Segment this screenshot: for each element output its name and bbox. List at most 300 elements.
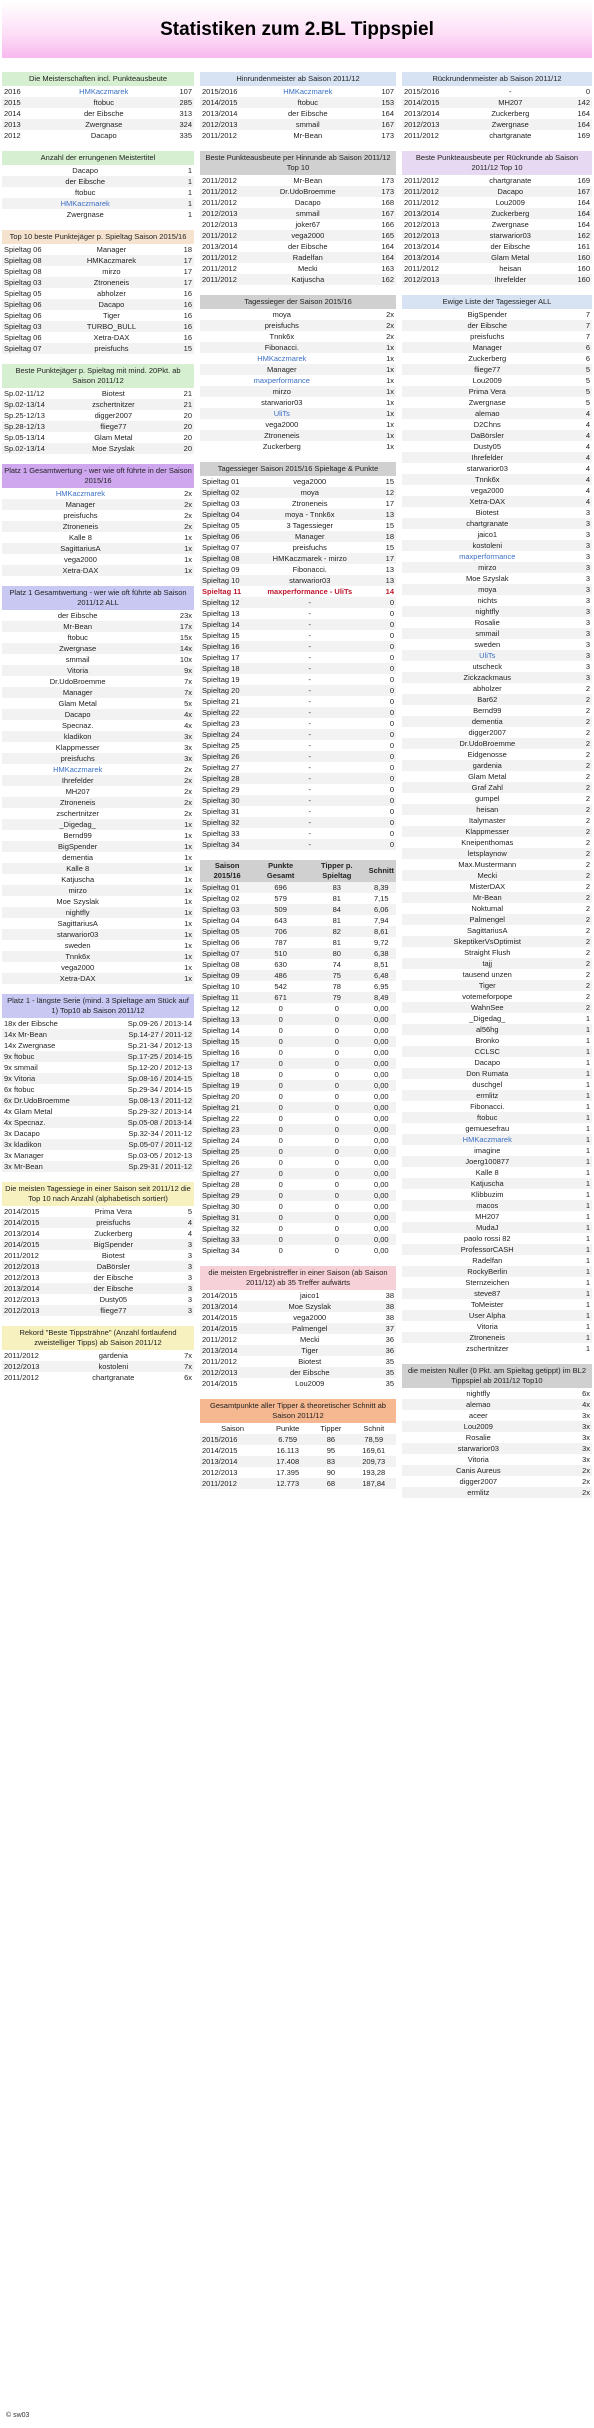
table-cell: 9x ftobuc (2, 1051, 99, 1062)
table-row (402, 1266, 592, 1277)
table-cell: 1 (573, 1068, 592, 1079)
table-cell: 3x Dacapo (4, 1129, 40, 1138)
table-cell: 335 (179, 131, 192, 140)
table-cell: 2 (573, 804, 592, 815)
table-cell: Spieltag 02 (200, 487, 247, 498)
table-cell: 2014/2015 (2, 1217, 52, 1228)
table-cell: aceer (468, 1411, 488, 1420)
table-cell: 8,61 (367, 926, 396, 937)
table-cell: fliege77 (52, 1305, 175, 1316)
table-cell: Spieltag 13 (200, 1014, 254, 1025)
table-row (2, 209, 194, 220)
table-cell: 14x Zwergnase (4, 1041, 56, 1050)
table-row (402, 980, 592, 991)
table-row (200, 937, 396, 948)
table-row (2, 731, 194, 742)
table-cell: 0 (254, 1168, 307, 1179)
panel-meiste_tagessiege (2, 1182, 194, 1316)
table-cell: 162 (369, 274, 396, 285)
table-cell: 0 (389, 741, 394, 750)
table-row (2, 797, 194, 808)
table-cell: - (308, 675, 311, 684)
table-cell: 167 (369, 208, 396, 219)
table-row (200, 487, 396, 498)
table-row (402, 342, 592, 353)
table-cell: 6.759 (265, 1434, 310, 1445)
panel-laengste_serie (2, 994, 194, 1172)
table-cell: Manager (402, 342, 573, 353)
table-row (2, 786, 194, 797)
table-cell: 21 (171, 399, 194, 410)
table-cell: 1x (159, 543, 194, 554)
table-cell: der Eibsche (52, 1283, 175, 1294)
table-cell: Tiger (402, 980, 573, 991)
table-row (2, 929, 194, 940)
table-cell: HMKaczmarek (52, 255, 171, 266)
table-cell: HMKaczmarek (283, 87, 333, 96)
table-cell: 1x (184, 919, 192, 928)
table-cell: paolo rossi 82 (463, 1234, 511, 1243)
table-cell: Manager (247, 531, 372, 542)
table-cell: 486 (254, 970, 307, 981)
table-cell: HMKaczmarek (79, 87, 129, 96)
table-row (200, 586, 396, 597)
table-cell: smmail (402, 628, 573, 639)
table-cell: 0 (389, 785, 394, 794)
table-cell: 3 (573, 562, 592, 573)
table-cell: 2013 (2, 119, 44, 130)
table-cell: 168 (381, 198, 394, 207)
table-cell: 1 (585, 1278, 590, 1287)
table-cell: Spieltag 23 (200, 1124, 254, 1135)
table-cell: Zwergnase (66, 210, 104, 219)
table-cell: 0 (334, 1224, 339, 1233)
table-cell: 1 (585, 1212, 590, 1221)
table-cell: 5 (585, 398, 590, 407)
table-cell: 2 (573, 738, 592, 749)
table-row (2, 1361, 194, 1372)
table-cell: 2x (184, 809, 192, 818)
table-cell: Rosalie (474, 618, 500, 627)
table-cell: mirzo (102, 267, 121, 276)
table-cell: - (247, 685, 372, 696)
table-cell: Mr-Bean (293, 131, 323, 140)
table-cell: Spieltag 26 (200, 751, 247, 762)
table-cell: 285 (163, 97, 194, 108)
table-cell: Max.Mustermann (458, 860, 517, 869)
panel-header: Rekord "Beste Tippsträhne" (Anzahl fortlaufend zweistelliger Tipps) ab Saison 2011/12 (2, 1326, 194, 1350)
table-cell: Dacapo (294, 198, 321, 207)
table-cell: 0 (254, 1102, 307, 1113)
table-row (200, 553, 396, 564)
table-cell: Dr.UdoBroemme (49, 677, 106, 686)
table-cell: 2011/2012 (200, 1478, 265, 1489)
table-cell: Spieltag 04 (200, 509, 247, 520)
table-cell: Biotest (101, 389, 125, 398)
table-cell: 2 (573, 694, 592, 705)
panel-header: Rückrundenmeister ab Saison 2011/12 (402, 72, 592, 86)
table-row (2, 698, 194, 709)
table-cell: 0 (334, 1092, 339, 1101)
table-row (2, 421, 194, 432)
table-row (402, 529, 592, 540)
table-row (2, 1305, 194, 1316)
table-cell: Zwergnase (2, 643, 153, 654)
table-cell: Manager (200, 364, 364, 375)
table-cell: 2015 (2, 97, 44, 108)
table-cell: Bronko (475, 1036, 500, 1045)
table-row (200, 309, 396, 320)
table-row (200, 1146, 396, 1157)
table-row (402, 782, 592, 793)
table-row (402, 1399, 592, 1410)
table-cell: 3x (153, 731, 194, 742)
table-cell: 3x (184, 743, 192, 752)
table-row (402, 408, 592, 419)
table-cell: 0 (254, 1036, 307, 1047)
table-cell: Sp.25-12/13 (4, 411, 45, 420)
table-cell: Spieltag 25 (200, 1146, 254, 1157)
table-row (200, 1245, 396, 1256)
table-cell: 2013/2014 (200, 1301, 247, 1312)
table-cell: 0 (307, 1234, 367, 1245)
table-row (200, 408, 396, 419)
panel-header: Beste Punkteausbeute per Rückrunde ab Saison 2011/12 Top 10 (402, 151, 592, 175)
table-cell: 1x (386, 398, 394, 407)
table-cell: 1x (184, 831, 192, 840)
table-cell: utscheck (472, 662, 503, 671)
table-row (402, 1310, 592, 1321)
table-cell: Sp.09-26 / 2013-14 (127, 1019, 192, 1028)
table-cell: starwarior03 (2, 929, 153, 940)
table-row (200, 992, 396, 1003)
table-row (200, 1334, 396, 1345)
table-row (402, 617, 592, 628)
table-cell: MH207 (475, 1212, 500, 1221)
table-cell: 2012/2013 (402, 119, 451, 130)
table-row (2, 187, 194, 198)
table-cell: Kalle 8 (68, 533, 92, 542)
table-cell: duschgel (472, 1080, 503, 1089)
table-cell: 1x (153, 973, 194, 984)
table-row (402, 386, 592, 397)
table-row (402, 1178, 592, 1189)
table-cell: SagittariusA (467, 926, 508, 935)
table-cell: Spieltag 33 (200, 1234, 254, 1245)
table-cell: 1 (585, 1036, 590, 1045)
table-cell: 3x (555, 1443, 592, 1454)
table-row (200, 1445, 396, 1456)
table-cell: 90 (326, 1468, 336, 1477)
table-cell: 0 (278, 1114, 283, 1123)
table-row (200, 707, 396, 718)
table-cell: 75 (307, 970, 367, 981)
table-cell: 2 (573, 914, 592, 925)
table-cell: Spieltag 10 (202, 982, 240, 991)
table-row (200, 353, 396, 364)
table-cell: 4 (573, 474, 592, 485)
table-cell: Kalle 8 (475, 1168, 499, 1177)
table-cell: Spieltag 12 (202, 1004, 240, 1013)
table-row (2, 1283, 194, 1294)
table-cell: 2 (585, 684, 590, 693)
table-row (2, 1062, 194, 1073)
table-cell: 0,00 (367, 1146, 396, 1157)
table-cell: starwarior03 (451, 230, 569, 241)
table-cell: Vitoria (2, 665, 153, 676)
table-cell: 20 (171, 421, 194, 432)
table-cell: 5x (184, 699, 192, 708)
table-row (2, 399, 194, 410)
table-row (402, 1024, 592, 1035)
table-cell: 4 (585, 486, 590, 495)
table-cell: fliege77 (56, 421, 171, 432)
table-row (402, 1057, 592, 1068)
table-cell: 3 (175, 1305, 194, 1316)
table-row (200, 751, 396, 762)
table-cell: Spieltag 28 (200, 773, 247, 784)
table-cell: 164 (577, 220, 590, 229)
table-cell: 5 (585, 376, 590, 385)
table-cell: Xetra-DAX (402, 496, 573, 507)
table-cell: 18x der Eibsche (4, 1019, 58, 1028)
table-cell: 2012 (4, 131, 21, 140)
table-cell: digger2007 (459, 1477, 498, 1486)
table-cell: 1x (153, 885, 194, 896)
table-row (200, 441, 396, 452)
table-cell: 3 (585, 552, 590, 561)
table-row (200, 652, 396, 663)
table-cell: 0 (372, 641, 396, 652)
table-row (200, 1290, 396, 1301)
table-row (402, 661, 592, 672)
table-row (200, 1080, 396, 1091)
table-cell: 4x (184, 721, 192, 730)
table-cell: 2013/2014 (202, 109, 238, 118)
table-row (200, 893, 396, 904)
table-cell: 1 (573, 1156, 592, 1167)
table-row (2, 962, 194, 973)
table-row (402, 353, 592, 364)
table-row (200, 1212, 396, 1223)
table-row (2, 654, 194, 665)
table-cell: mirzo (402, 562, 573, 573)
table-row (402, 518, 592, 529)
table-row (200, 263, 396, 274)
table-row (402, 1068, 592, 1079)
table-cell: Straight Flush (464, 948, 511, 957)
table-cell: Bernd99 (63, 831, 92, 840)
table-cell: kostoleni (402, 540, 573, 551)
table-cell: 2014/2015 (402, 97, 451, 108)
table-cell: - (308, 741, 311, 750)
data-table (402, 1388, 592, 1498)
table-cell: 1 (585, 1300, 590, 1309)
table-cell: Bar62 (402, 694, 573, 705)
table-cell: 15 (385, 543, 394, 552)
table-cell: 2012/2013 (402, 274, 451, 285)
table-cell: 2x (184, 511, 192, 520)
table-cell: 2x (582, 1477, 590, 1486)
table-cell: 1 (187, 210, 192, 219)
table-row (200, 773, 396, 784)
table-cell: Spieltag 06 (4, 333, 42, 342)
table-cell: 1 (573, 1200, 592, 1211)
table-cell: Dacapo (52, 299, 171, 310)
table-header-cell: Saison (221, 1424, 245, 1433)
table-cell: sweden (64, 941, 91, 950)
table-cell: Spieltag 15 (202, 631, 240, 640)
table-row (2, 299, 194, 310)
table-cell: 1x (184, 875, 192, 884)
data-table (2, 388, 194, 454)
table-cell: Biotest (298, 1357, 322, 1366)
table-cell: abholzer (97, 289, 126, 298)
table-cell: Joerg100877 (402, 1156, 573, 1167)
table-cell: kladikon (2, 731, 153, 742)
table-cell: 164 (381, 242, 394, 251)
table-cell: 107 (381, 87, 394, 96)
table-cell: 1x (364, 430, 396, 441)
table-cell: 15x (179, 633, 192, 642)
table-cell: 2011/2012 (4, 1351, 39, 1360)
table-cell: 2014 (4, 109, 21, 118)
table-row (402, 364, 592, 375)
table-cell: mirzo (200, 386, 364, 397)
table-cell: 1x (364, 364, 396, 375)
table-row (200, 430, 396, 441)
table-cell: 2015/2016 (404, 87, 440, 96)
table-cell: Spieltag 07 (2, 343, 52, 354)
table-cell: 3 (585, 574, 590, 583)
table-cell: 2014/2015 (200, 97, 247, 108)
table-cell: 3 (175, 1239, 194, 1250)
table-row (402, 1288, 592, 1299)
table-cell: Glam Metal (451, 252, 569, 263)
table-cell: Spieltag 14 (202, 1026, 240, 1035)
table-row (402, 1454, 592, 1465)
table-cell: 0 (372, 663, 396, 674)
data-table (2, 1018, 194, 1172)
panel-gesamtpunkte (200, 1399, 396, 1489)
table-cell: 1 (168, 198, 194, 209)
table-cell: 1x (184, 963, 192, 972)
table-cell: 173 (369, 186, 396, 197)
table-row (2, 720, 194, 731)
table-cell: 7 (585, 332, 590, 341)
table-cell: Radelfan (472, 1256, 503, 1265)
table-cell: Sp.08-13 / 2011-12 (99, 1095, 194, 1106)
table-row (2, 643, 194, 654)
table-cell: moya (402, 584, 573, 595)
table-cell: 1 (573, 1244, 592, 1255)
table-row (2, 1040, 194, 1051)
panel-hinrundenmeister (200, 72, 396, 141)
table-cell: 0 (278, 1246, 283, 1255)
table-cell: 2012/2013 (2, 1305, 52, 1316)
table-cell: 167 (569, 186, 592, 197)
table-cell: 0 (254, 1058, 307, 1069)
table-cell: Spieltag 04 (202, 916, 240, 925)
table-cell: Spieltag 05 (202, 521, 240, 530)
table-cell: 162 (569, 230, 592, 241)
table-cell: UliTs (200, 408, 364, 419)
table-cell: 3x (582, 1433, 590, 1442)
table-cell: 7x (184, 1351, 192, 1360)
table-cell: kostoleni (52, 1361, 175, 1372)
table-cell: Spieltag 19 (200, 1080, 254, 1091)
table-cell: Mr-Bean (402, 892, 573, 903)
table-row (402, 1189, 592, 1200)
left-column (2, 72, 194, 1393)
table-row (2, 940, 194, 951)
table-cell: 12.773 (265, 1478, 310, 1489)
table-cell: 3 (585, 508, 590, 517)
table-cell: Spieltag 11 (202, 587, 242, 596)
table-cell: Spieltag 34 (200, 839, 247, 850)
table-cell: 164 (569, 208, 592, 219)
table-cell: 2 (573, 980, 592, 991)
table-header-cell: Schnit (363, 1424, 385, 1433)
table-cell: 3 (585, 530, 590, 539)
table-row (402, 86, 592, 97)
table-cell: vega2000 (63, 555, 97, 564)
table-cell: 2x (153, 775, 194, 786)
table-row (2, 1139, 194, 1150)
table-cell: Sp.12-20 / 2012-13 (127, 1063, 192, 1072)
table-cell: 4 (573, 430, 592, 441)
table-cell: 160 (569, 274, 592, 285)
table-cell: 2 (585, 904, 590, 913)
table-cell: 3 (175, 1283, 194, 1294)
table-cell: 37 (372, 1323, 396, 1334)
table-cell: DaBörsler (52, 1261, 175, 1272)
table-cell: Spieltag 23 (202, 719, 240, 728)
table-row (200, 981, 396, 992)
table-cell: Spieltag 03 (202, 499, 240, 508)
table-cell: Canis Aureus (402, 1465, 555, 1476)
table-cell: HMKaczmarek (402, 1134, 573, 1145)
table-cell: Spieltag 31 (200, 1212, 254, 1223)
table-row (402, 1013, 592, 1024)
table-cell: 2011/2012 (4, 1373, 39, 1382)
table-row (402, 584, 592, 595)
table-row (200, 784, 396, 795)
table-cell: 0 (307, 1080, 367, 1091)
table-cell: 12 (372, 487, 396, 498)
table-row (200, 1301, 396, 1312)
table-cell: 17 (385, 499, 394, 508)
table-cell: vega2000 (61, 963, 95, 972)
table-cell: Palmengel (247, 1323, 372, 1334)
table-cell: Vitoria (476, 1322, 498, 1331)
table-cell: Spieltag 07 (202, 543, 240, 552)
middle-column (200, 72, 396, 1499)
table-cell: Tnnk6x (402, 474, 573, 485)
data-table (2, 165, 194, 220)
table-cell: 2x (184, 765, 192, 774)
table-cell: Spieltag 17 (202, 653, 240, 662)
table-cell: 1x (364, 386, 396, 397)
table-cell: 0 (334, 1070, 339, 1079)
table-cell: 1x (184, 897, 192, 906)
table-row (200, 828, 396, 839)
table-cell: Mecki (299, 1335, 320, 1344)
table-cell: 1x (184, 853, 192, 862)
table-row (200, 795, 396, 806)
table-row (402, 771, 592, 782)
table-cell: 17 (171, 255, 194, 266)
